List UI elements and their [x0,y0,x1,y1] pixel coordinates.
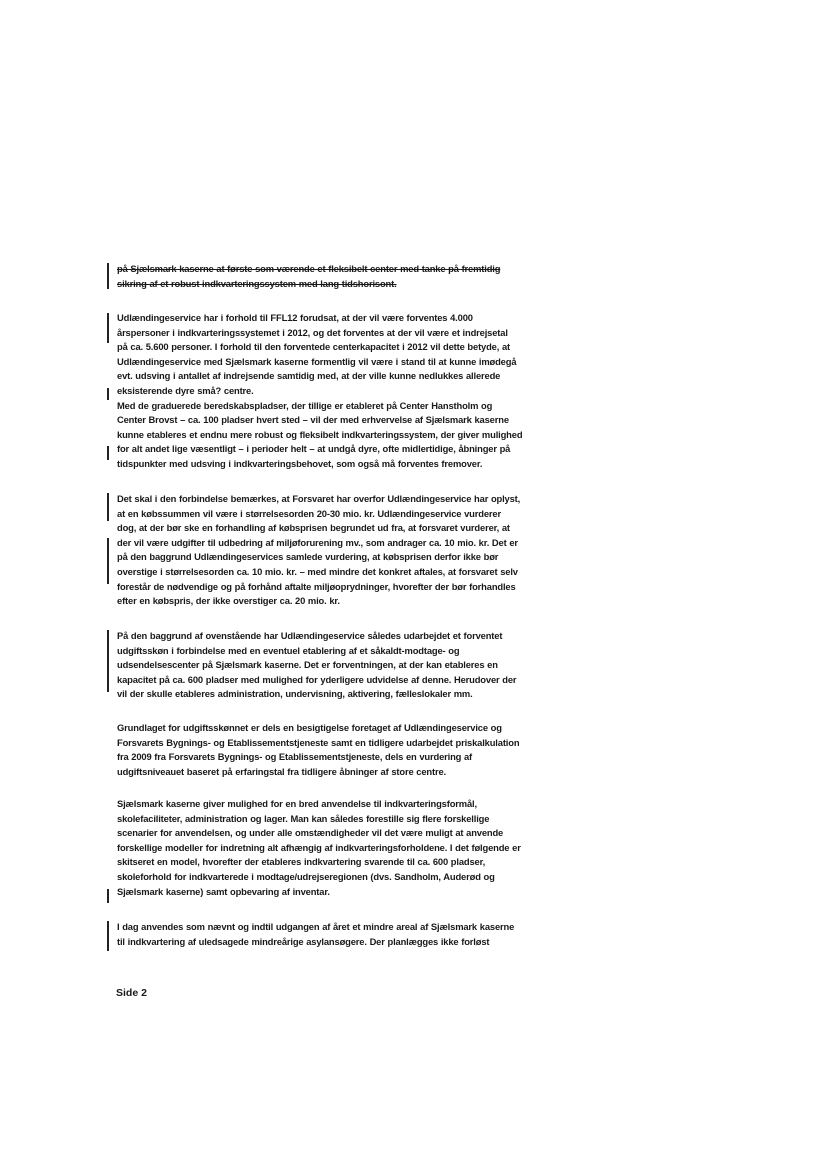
text-line: På den baggrund af ovenstående har Udlændingeservice således udarbejdet et forventet [117,630,503,641]
text-line: Sjælsmark kaserne) samt opbevaring af inventar. [117,885,330,897]
revision-bar [107,263,109,289]
text-line: på Sjælsmark kaserne at første som værende et fleksibelt center med tanke på fremtidig [117,263,501,274]
text-line: fra 2009 fra Forsvarets Bygnings- og Etablissementstjeneste, dels en vurdering af [117,751,473,763]
text-line: evt. udsving i antallet af indrejsende samtidig med, at der ville kunne nedlukkes allerede [117,370,501,382]
text-line: kunne etableres et endnu mere robust og fleksibelt indkvarteringssystem, der giver mulighed [117,428,523,440]
revision-bar [107,313,109,343]
text-line: sikring af et robust indkvarteringssystem med lang tidshorisont. [117,277,397,289]
revision-bar [107,493,109,521]
text-line: årspersoner i indkvarteringssystemet i 2012, og det forventes at der vil være et indrejsetal [117,326,508,338]
text-line: på ca. 5.600 personer. I forhold til den forventede centerkapacitet i 2012 vil dette betyde, at [117,341,510,353]
text-line: skoleforhold for indkvarterede i modtage/udrejseregionen (dvs. Sandholm, Auderød og [117,870,495,882]
text-line: kapacitet på ca. 600 pladser med mulighed for yderligere udvidelse af denne. Herudover der [117,673,517,685]
paragraph-cost-estimate [117,629,569,702]
text-line: udgiftsskøn i forbindelse med en eventuel etablering af et såkaldt-modtage- og [117,644,460,656]
page-number: Side 2 [116,987,147,999]
revision-bar [107,538,109,584]
text-line: overstige i størrelsesorden ca. 10 mio. kr. – med mindre det konkret aftales, at forsvaret selv [117,565,518,577]
paragraph-struck-intro [117,262,569,291]
text-line: I dag anvendes som nævnt og indtil udgangen af året et mindre areal af Sjælsmark kaserne [117,921,515,932]
text-line: Center Brovst – ca. 100 pladser hvert sted – vil der med erhvervelse af Sjælsmark kaserne [117,414,509,426]
revision-bar [107,889,109,903]
text-line: scenarier for anvendelsen, og under alle omstændigheder vil det være muligt at anvende [117,827,504,839]
paragraph-basis [117,721,569,779]
text-line: der vil være udgifter til udbedring af miljøforurening mv., som andrager ca. 10 mio. kr. Det er [117,536,518,548]
text-line: efter en købspris, der ikke overstiger ca. 20 mio. kr. [117,595,340,607]
text-line: til indkvartering af uledsagede mindreårige asylansøgere. Der planlægges ikke forløst [117,935,490,947]
text-line: Forsvarets Bygnings- og Etablissementstjeneste samt en tidligere udarbejdet priskalkulation [117,736,520,748]
text-line: vil der skulle etableres administration, undervisning, aktivering, fælleslokaler mm. [117,688,473,700]
paragraph-usage [117,797,569,899]
text-line: skolefaciliteter, administration og lager. Man kan således forestille sig flere forskellige [117,812,490,824]
text-line: forskellige modeller for indretning alt afhængig af indkvarteringsforholdene. I det følgende er [117,841,521,853]
text-line: skitseret en model, hvorefter der etableres indkvartering svarende til ca. 600 pladser, [117,856,486,868]
text-line: Udlændingeservice har i forhold til FFL12 forudsat, at der vil være forventes 4.000 [117,312,473,323]
text-line: at en købssummen vil være i størrelsesorden 20-30 mio. kr. Udlændingeservice vurderer [117,507,501,519]
revision-bar [107,630,109,692]
text-line: Grundlaget for udgiftsskønnet er dels en besigtigelse foretaget af Udlændingeservice og [117,722,502,733]
text-line: eksisterende dyre små? centre. [117,384,254,396]
text-line: Med de graduerede beredskabspladser, der tillige er etableret på Center Hanstholm og [117,399,493,411]
paragraph-purchase-price [117,492,569,609]
text-line: for alt andet lige væsentligt – i perioder helt – at undgå dyre, ofte midlertidige, åbninger på [117,443,511,455]
text-line: udsendelsescenter på Sjælsmark kaserne. Det er forventningen, at der kan etableres en [117,659,498,671]
text-line: udgiftsniveauet baseret på erfaringstal fra tidligere åbninger af store centre. [117,765,446,777]
revision-bar [107,446,109,460]
revision-bar [107,921,109,951]
text-line: Udlændingeservice med Sjælsmark kaserne formentlig vil være i stand til at kunne imødegå [117,355,517,367]
revision-bar [107,388,109,400]
text-line: Sjælsmark kaserne giver mulighed for en bred anvendelse til indkvarteringsformål, [117,798,477,809]
text-line: tidspunkter med udsving i indkvarteringsbehovet, som også må forventes fremover. [117,457,483,469]
paragraph-current-use [117,920,569,949]
text-line: dog, at der bør ske en forhandling af købsprisen begrundet ud fra, at forsvaret vurderer, at [117,522,510,534]
paragraph-forecast [117,311,569,472]
text-line: forestår de nødvendige og på forhånd aftalte miljøoprydninger, hvorefter der bør forhandles [117,580,516,592]
text-line: på den baggrund Udlændingeservices samlede vurdering, at købsprisen derfor ikke bør [117,551,499,563]
text-line: Det skal i den forbindelse bemærkes, at Forsvaret har overfor Udlændingeservice har oplyst, [117,493,521,504]
